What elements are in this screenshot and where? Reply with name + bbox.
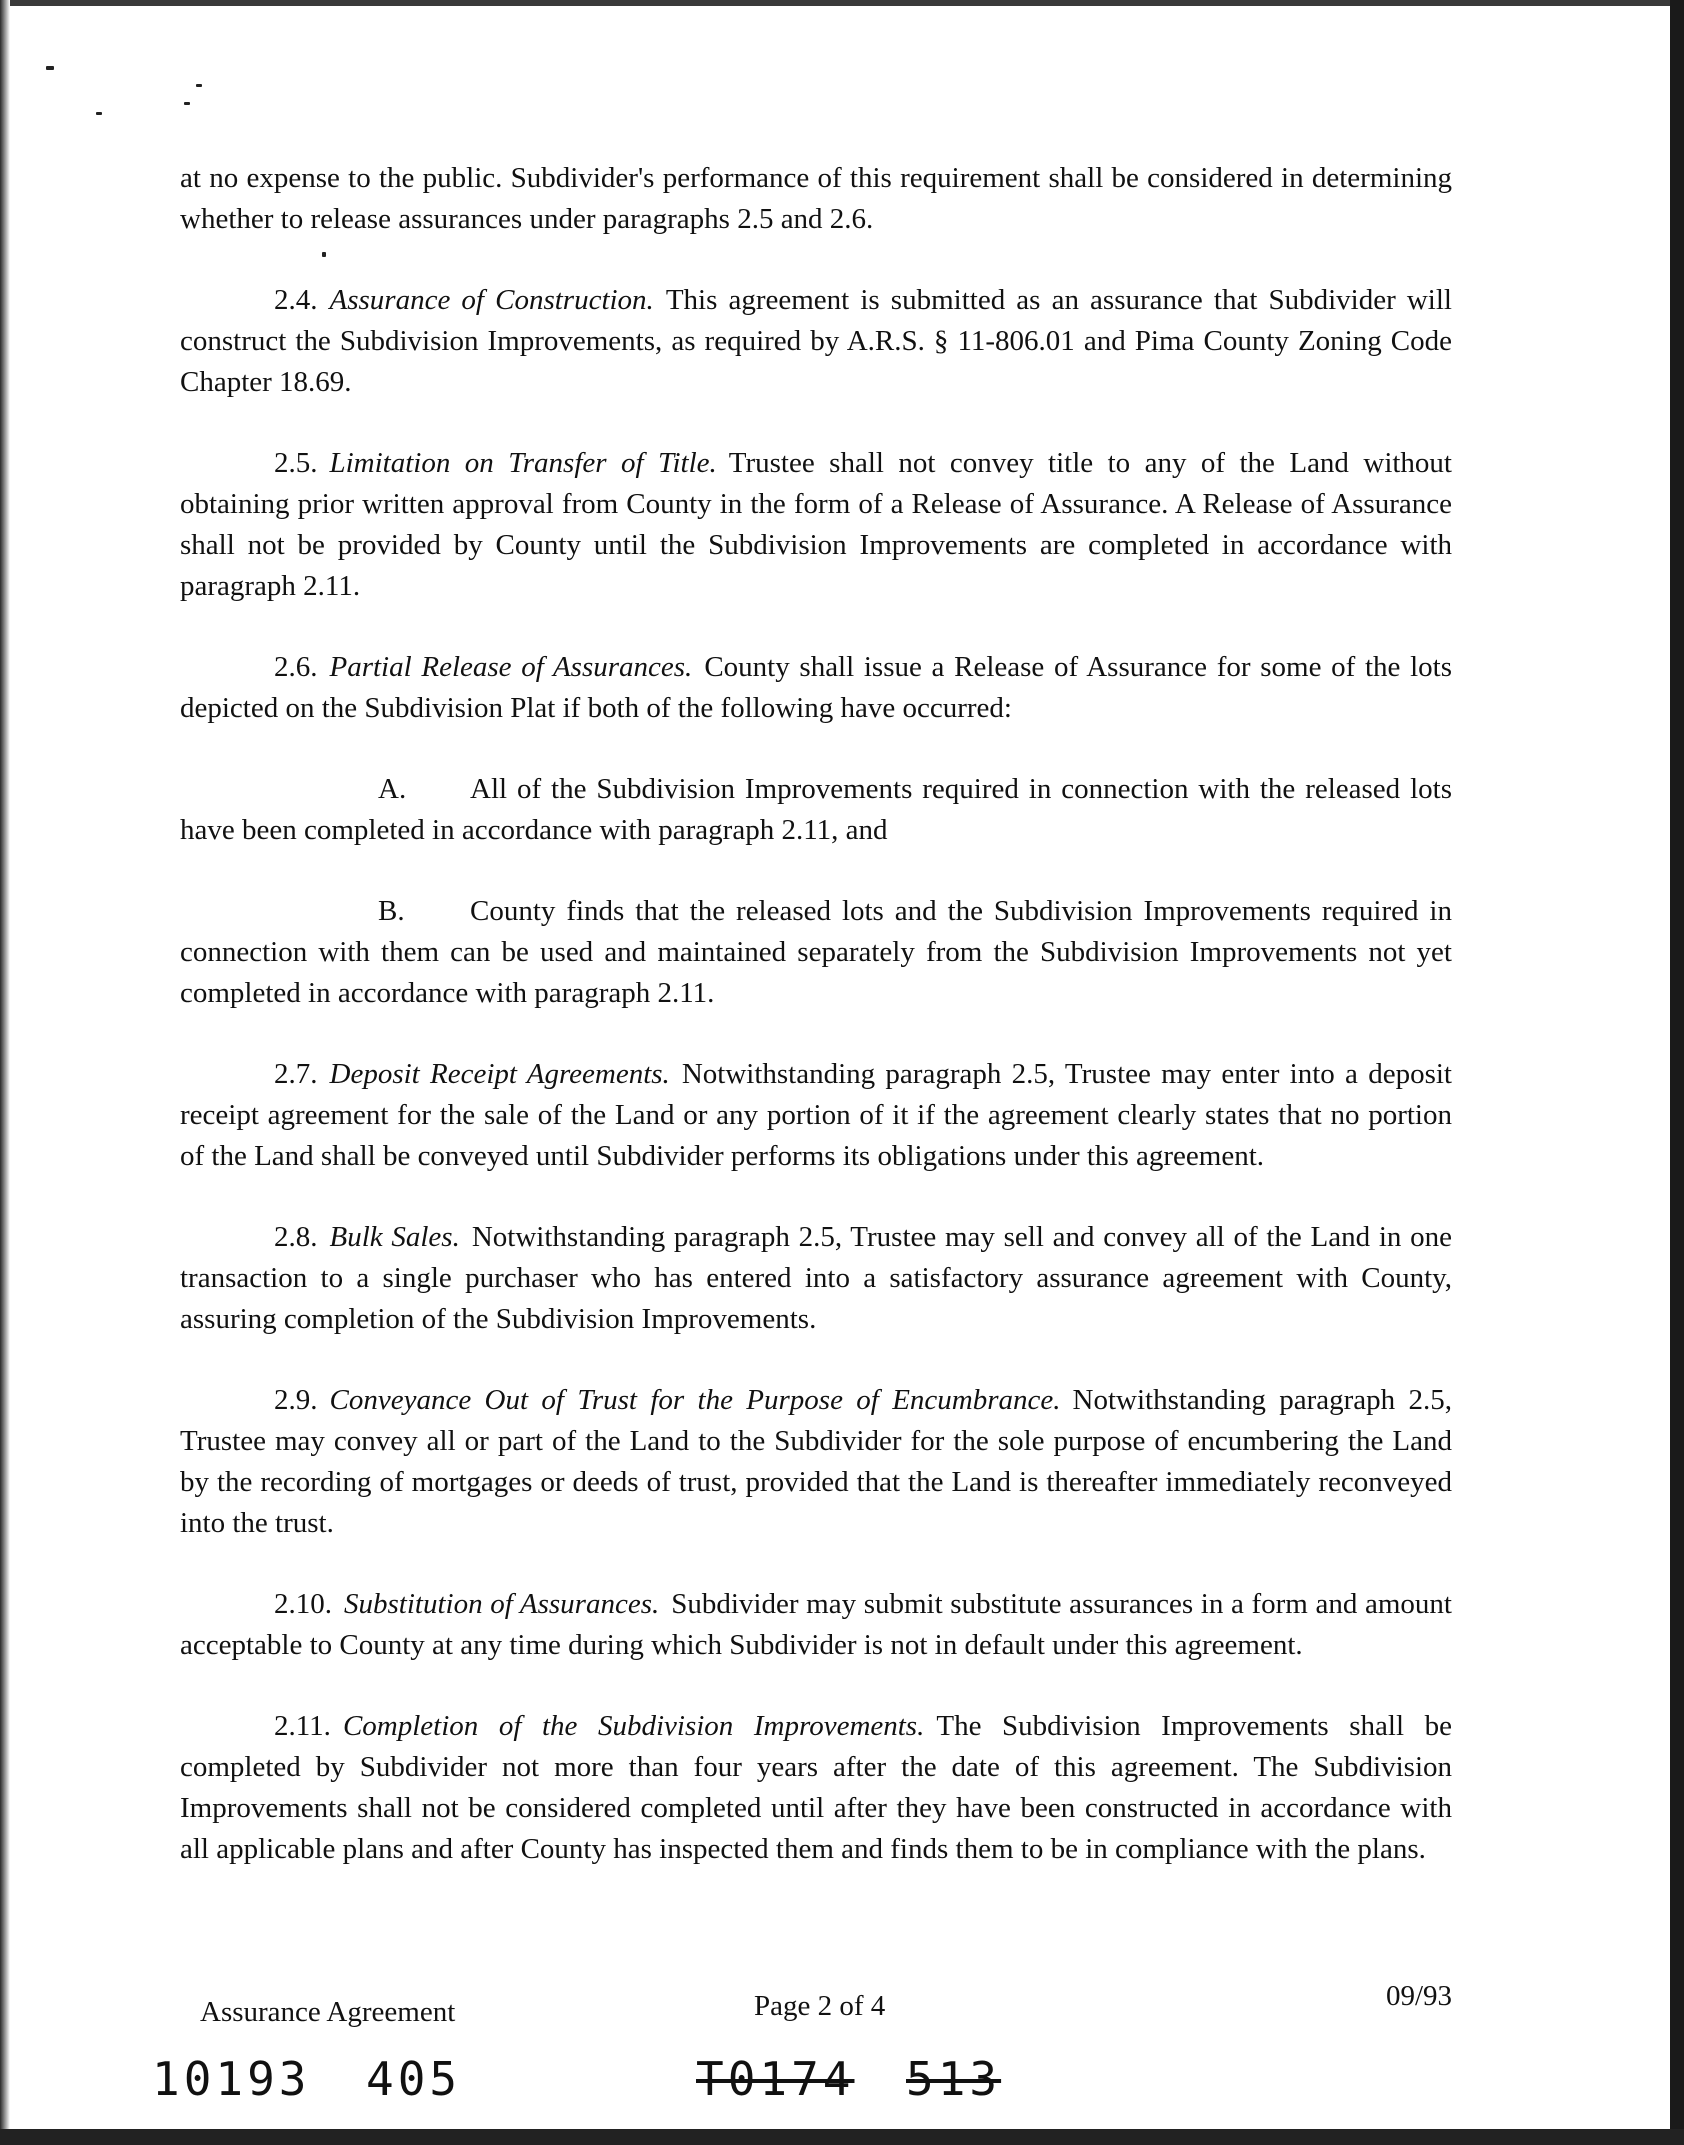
section-text: County shall issue a Release of Assurance for some of the lots depicted on the Subdivision Plat if both of the following have occurred: — [180, 651, 1452, 724]
section-2-11 — [180, 1706, 1452, 1870]
section-2-8 — [180, 1217, 1452, 1340]
struck-docket-page-number: 513 — [906, 2052, 1002, 2106]
struck-docket-book-number: T0174 — [696, 2052, 855, 2106]
section-text: This agreement is submitted as an assurance that Subdivider will construct the Subdivision Improvements, as required by A.R.S. § 11-806.01 and Pima County Zoning Code Chapter 18.69. — [180, 284, 1452, 398]
scan-edge-bottom — [0, 2129, 1684, 2145]
section-2-4 — [180, 280, 1452, 403]
footer-document-title: Assurance Agreement — [200, 1996, 456, 2028]
section-2-6 — [180, 647, 1452, 729]
section-text: Subdivider may submit substitute assurances in a form and amount acceptable to County at any time during which Subdivider is not in default under this agreement. — [180, 1588, 1452, 1661]
section-heading: Partial Release of Assurances. — [329, 651, 693, 683]
scan-speck — [196, 84, 202, 87]
section-2-9 — [180, 1380, 1452, 1544]
section-text: The Subdivision Improvements shall be completed by Subdivider not more than four years after the date of this agreement. The Subdivision Improvements shall not be considered completed until after they have been constructed in accordance with all applicable plans and after County has inspected them and finds them to be in compliance with the plans. — [180, 1710, 1452, 1865]
subitem-letter: A. — [378, 773, 407, 805]
section-text: Notwithstanding paragraph 2.5, Trustee may sell and convey all of the Land in one transaction to a single purchaser who has entered into a satisfactory assurance agreement with County, assuring completion of the Subdivision Improvements. — [180, 1221, 1453, 1335]
continuation-text: at no expense to the public. Subdivider's performance of this requirement shall be considered in determining whether to release assurances under paragraphs 2.5 and 2.6. — [180, 162, 1452, 235]
section-heading: Bulk Sales. — [329, 1221, 460, 1253]
section-heading: Substitution of Assurances. — [344, 1588, 660, 1620]
section-number: 2.7. — [274, 1058, 318, 1090]
footer-page-number: Page 2 of 4 — [754, 1990, 886, 2022]
section-text: Notwithstanding paragraph 2.5, Trustee may enter into a deposit receipt agreement for the sale of the Land or any portion of it if the agreement clearly states that no portion of the Land shall be conveyed until Subdivider performs its obligations under this agreement. — [180, 1058, 1452, 1172]
section-text: Trustee shall not convey title to any of the Land without obtaining prior written approval from County in the form of a Release of Assurance. A Release of Assurance shall not be provided by County until the Subdivision Improvements are completed in accordance with paragraph 2.11. — [180, 447, 1452, 602]
section-heading: Conveyance Out of Trust for the Purpose of Encumbrance. — [329, 1384, 1061, 1416]
scan-speck — [46, 66, 54, 70]
scan-edge-top — [0, 0, 1684, 6]
scan-edge-left — [0, 0, 10, 2145]
section-number: 2.10. — [274, 1588, 332, 1620]
section-heading: Assurance of Construction. — [329, 284, 654, 316]
scan-speck — [184, 102, 190, 105]
section-2-10 — [180, 1584, 1452, 1666]
docket-page-number: 405 — [366, 2052, 462, 2106]
subitem-text: All of the Subdivision Improvements required in connection with the released lots have been completed in accordance with paragraph 2.11, and — [180, 773, 1452, 846]
section-number: 2.11. — [274, 1710, 331, 1742]
section-number: 2.4. — [274, 284, 318, 316]
section-number: 2.8. — [274, 1221, 318, 1253]
section-2-5 — [180, 443, 1452, 607]
subitem-letter: B. — [378, 895, 405, 927]
section-heading: Limitation on Transfer of Title. — [329, 447, 717, 479]
footer-date-code: 09/93 — [1386, 1980, 1453, 2012]
scan-edge-right — [1670, 0, 1684, 2145]
section-2-6-item-b — [180, 891, 1452, 1014]
scan-speck — [96, 112, 102, 115]
section-2-7 — [180, 1054, 1452, 1177]
section-heading: Completion of the Subdivision Improvements. — [342, 1710, 925, 1742]
section-text: Notwithstanding paragraph 2.5, Trustee may convey all or part of the Land to the Subdivider for the sole purpose of encumbering the Land by the recording of mortgages or deeds of trust, provided that the Land is thereafter immediately reconveyed into the trust. — [180, 1384, 1452, 1539]
continuation-paragraph — [180, 158, 1452, 240]
section-number: 2.6. — [274, 651, 318, 683]
section-2-6-item-a — [180, 769, 1452, 851]
document-body — [180, 158, 1452, 1910]
section-number: 2.5. — [274, 447, 318, 479]
subitem-text: County finds that the released lots and the Subdivision Improvements required in connection with them can be used and maintained separately from the Subdivision Improvements not yet completed in accordance with paragraph 2.11. — [180, 895, 1452, 1009]
section-number: 2.9. — [274, 1384, 318, 1416]
section-heading: Deposit Receipt Agreements. — [329, 1058, 670, 1090]
docket-book-number: 10193 — [152, 2052, 311, 2106]
